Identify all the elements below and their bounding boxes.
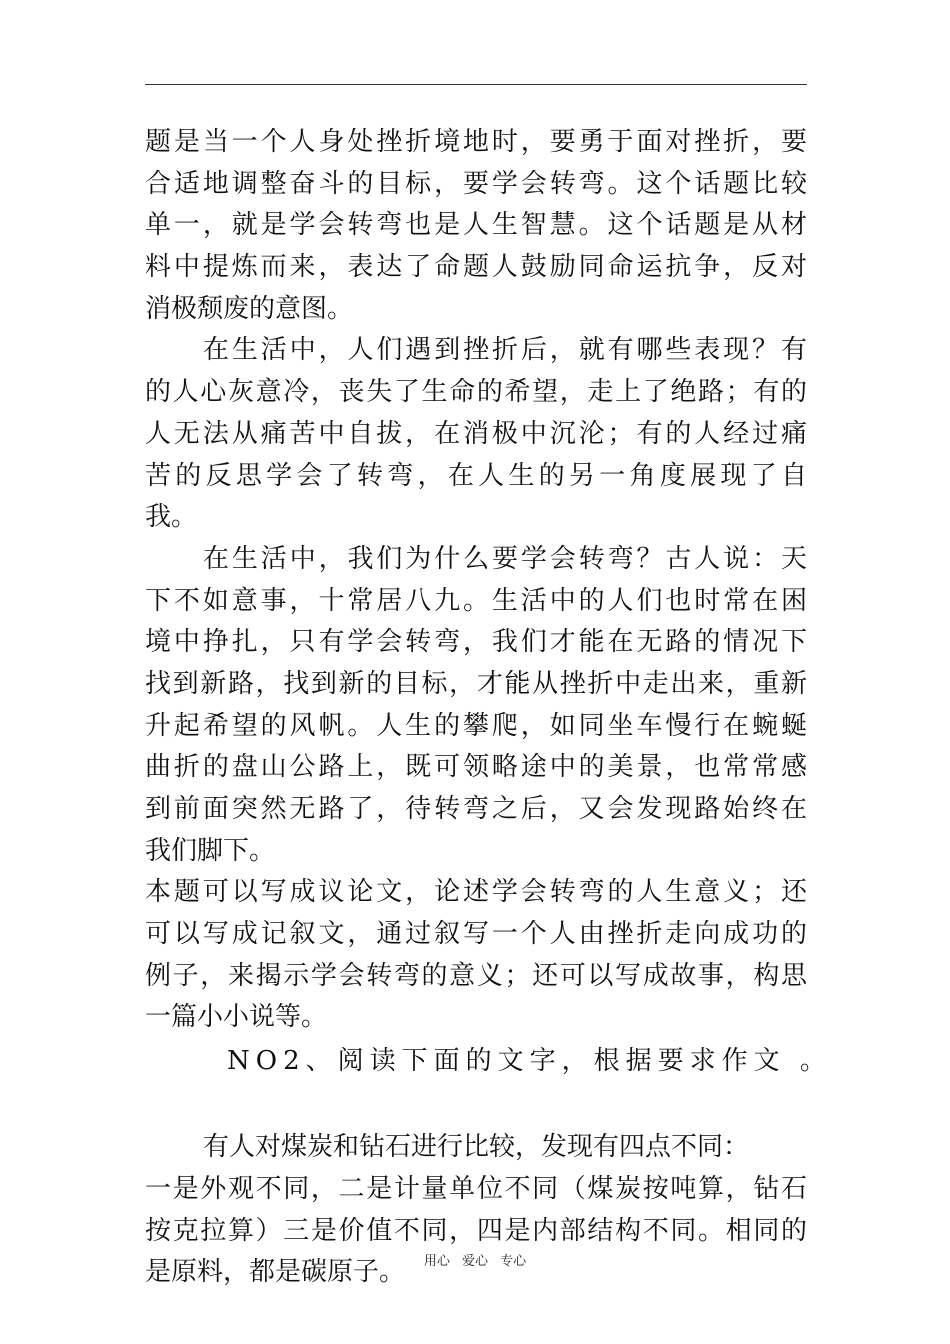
text-line: 单一，就是学会转弯也是人生智慧。这个话题是从材 — [145, 210, 807, 241]
text-line: 料中提炼而来，表达了命题人鼓励同命运抗争，反对 — [145, 252, 807, 283]
text-line: 的人心灰意冷，丧失了生命的希望，走上了绝路；有的 — [145, 377, 807, 408]
text-line: 我。 — [145, 502, 198, 533]
text-line: 是原料，都是碳原子。 — [145, 1257, 406, 1288]
section-heading: NO2、阅读下面的文字，根据要求作文 。 — [227, 1046, 832, 1077]
header-rule — [145, 84, 807, 85]
text-line: 人无法从痛苦中自拔，在消极中沉沦；有的人经过痛 — [145, 418, 807, 449]
text-line: 合适地调整奋斗的目标，要学会转弯。这个话题比较 — [145, 168, 807, 199]
document-body — [145, 122, 832, 1294]
text-line: 一篇小小说等。 — [145, 1002, 328, 1033]
text-line: 有人对煤炭和钻石进行比较，发现有四点不同： — [203, 1132, 750, 1163]
text-line: 苦的反思学会了转弯，在人生的另一角度展现了自 — [145, 460, 807, 491]
text-line: 下不如意事，十常居八九。生活中的人们也时常在困 — [145, 585, 807, 616]
text-line: 一是外观不同，二是计量单位不同（煤炭按吨算，钻石 — [145, 1173, 807, 1204]
spacer — [145, 1083, 807, 1127]
text-line: 消极颓废的意图。 — [145, 293, 354, 324]
text-line: 例子，来揭示学会转弯的意义；还可以写成故事，构思 — [145, 960, 807, 991]
text-line: 我们脚下。 — [145, 835, 276, 866]
text-line: 找到新路，找到新的目标，才能从挫折中走出来，重新 — [145, 668, 807, 699]
paragraph-1 — [145, 122, 807, 330]
page-footer: 用心 爱心 专心 — [423, 1254, 527, 1269]
text-line: 本题可以写成议论文，论述学会转弯的人生意义；还 — [145, 877, 807, 908]
text-line: 境中挣扎，只有学会转弯，我们才能在无路的情况下 — [145, 627, 807, 658]
text-line: 升起希望的风帆。人生的攀爬，如同坐车慢行在蜿蜒 — [145, 710, 807, 741]
text-line: 曲折的盘山公路上，既可领略途中的美景，也常常感 — [145, 752, 807, 783]
text-line: 题是当一个人身处挫折境地时，要勇于面对挫折，要 — [145, 127, 807, 157]
text-line: 在生活中，人们遇到挫折后，就有哪些表现？有 — [203, 335, 807, 366]
text-line: 按克拉算）三是价值不同，四是内部结构不同。相同的 — [145, 1215, 807, 1246]
text-line: 到前面突然无路了，待转弯之后，又会发现路始终在 — [145, 794, 807, 824]
paragraph-4 — [145, 872, 807, 1039]
text-line: 在生活中，我们为什么要学会转弯？古人说：天 — [203, 543, 807, 574]
text-line: 可以写成记叙文，通过叙写一个人由挫折走向成功的 — [145, 919, 807, 950]
paragraph-2 — [145, 330, 807, 538]
paragraph-3 — [145, 539, 807, 873]
